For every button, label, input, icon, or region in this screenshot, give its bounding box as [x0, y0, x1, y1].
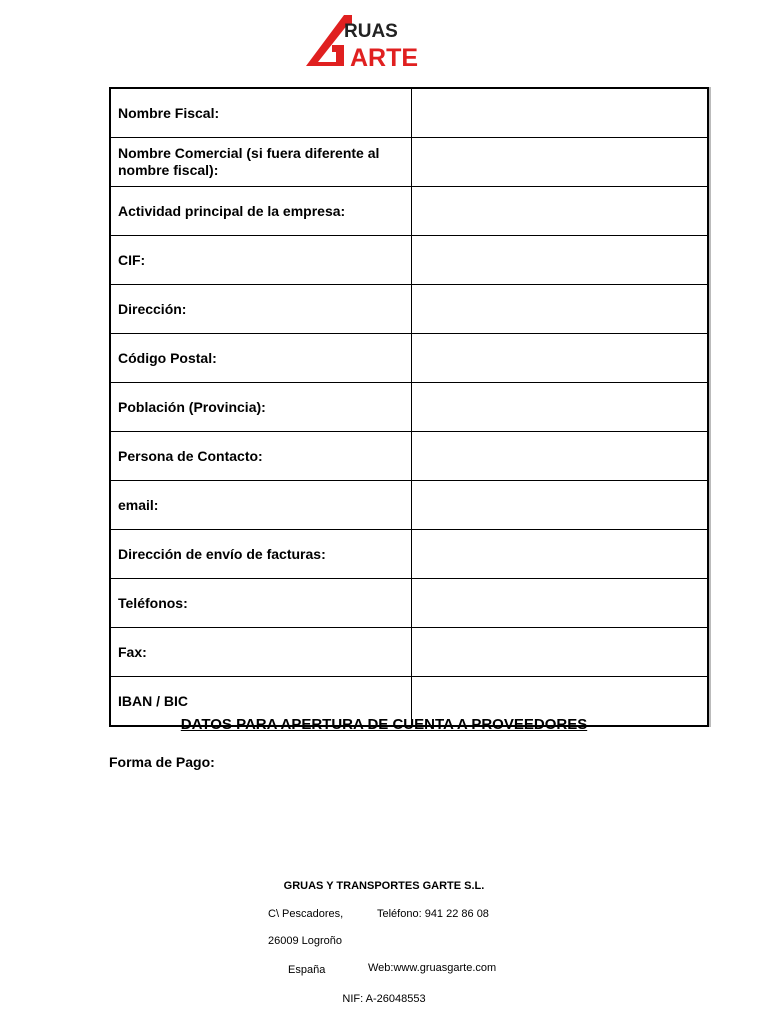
form-row — [110, 88, 708, 138]
form-field-value[interactable] — [412, 138, 709, 187]
form-field-value[interactable] — [412, 334, 709, 383]
form-row — [110, 628, 708, 677]
form-title: DATOS PARA APERTURA DE CUENTA A PROVEEDORES — [180, 716, 588, 733]
form-field-label: Nombre Comercial (si fuera diferente al nombre fiscal): — [110, 138, 412, 187]
logo-text-line2: ARTE — [350, 44, 419, 70]
form-field-value[interactable] — [412, 579, 709, 628]
form-field-label: email: — [110, 481, 412, 530]
form-row — [110, 579, 708, 628]
form-field-value[interactable] — [412, 187, 709, 236]
form-row — [110, 530, 708, 579]
form-field-label: IBAN / BIC — [110, 677, 412, 727]
form-field-value[interactable] — [412, 285, 709, 334]
footer-web: Web:www.gruasgarte.com — [368, 962, 497, 974]
footer-nif: NIF: A-26048553 — [342, 993, 426, 1005]
supplier-data-form — [109, 87, 709, 727]
form-row — [110, 187, 708, 236]
form-field-value[interactable] — [412, 236, 709, 285]
form-row — [110, 138, 708, 187]
form-field-label: CIF: — [110, 236, 412, 285]
logo-text-line1: RUAS — [344, 21, 398, 42]
form-row — [110, 236, 708, 285]
form-field-label: Actividad principal de la empresa: — [110, 187, 412, 236]
form-field-label: Nombre Fiscal: — [110, 88, 412, 138]
form-field-value[interactable] — [412, 530, 709, 579]
form-field-value[interactable] — [412, 383, 709, 432]
form-field-label: Fax: — [110, 628, 412, 677]
form-row — [110, 383, 708, 432]
form-row — [110, 432, 708, 481]
form-field-value[interactable] — [412, 88, 709, 138]
payment-method-label: Forma de Pago: — [109, 754, 215, 770]
gruas-garte-logo — [304, 12, 452, 70]
footer-address: C\ Pescadores, — [268, 908, 344, 920]
form-field-label: Población (Provincia): — [110, 383, 412, 432]
form-row — [110, 285, 708, 334]
form-field-label: Código Postal: — [110, 334, 412, 383]
form-row — [110, 481, 708, 530]
crane-logo-icon — [304, 12, 452, 70]
form-field-value[interactable] — [412, 481, 709, 530]
form-field-value[interactable] — [412, 628, 709, 677]
form-field-value[interactable] — [412, 432, 709, 481]
footer-company: GRUAS Y TRANSPORTES GARTE S.L. — [283, 880, 485, 892]
footer-country: España — [288, 964, 326, 976]
form-field-label: Teléfonos: — [110, 579, 412, 628]
form-field-label: Persona de Contacto: — [110, 432, 412, 481]
footer-phone: Teléfono: 941 22 86 08 — [377, 908, 489, 920]
form-field-label: Dirección: — [110, 285, 412, 334]
footer-city: 26009 Logroño — [268, 935, 343, 947]
form-row — [110, 334, 708, 383]
form-field-label: Dirección de envío de facturas: — [110, 530, 412, 579]
